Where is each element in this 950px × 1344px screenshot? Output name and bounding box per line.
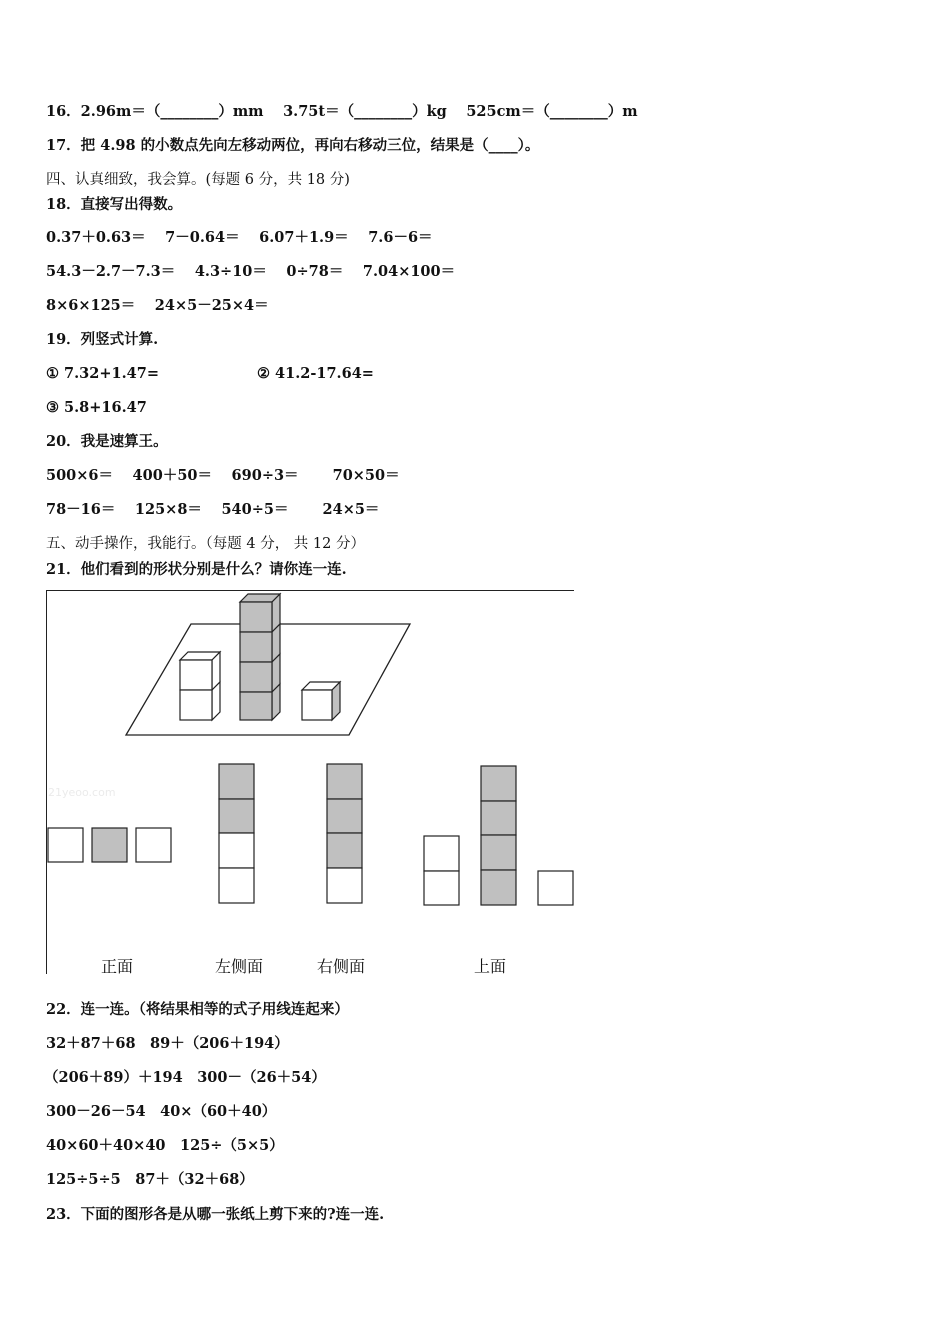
q22-row-5: 125÷5÷5 87＋（32＋68） <box>46 1171 254 1188</box>
right-cube <box>302 682 340 720</box>
label-right-side: 右侧面 <box>317 957 366 976</box>
q19-item-3: ③ 5.8+16.47 <box>46 399 147 416</box>
q18-title: 18．直接写出得数。 <box>46 196 183 213</box>
view-option-group <box>424 766 573 905</box>
q17-line: 17．把 4.98 的小数点先向左移动两位，再向右移动三位，结果是（____）。 <box>46 137 540 154</box>
q20-row-2: 78－16＝ 125×8＝ 540÷5＝ 24×5＝ <box>46 501 380 518</box>
q19-item-2: ② 41.2-17.64= <box>257 365 374 382</box>
q18-row-3: 8×6×125＝ 24×5－25×4＝ <box>46 297 269 314</box>
views-figure <box>46 590 574 974</box>
view-option-column-b <box>327 764 362 903</box>
q19-item-1: ① 7.32+1.47= <box>46 365 159 382</box>
section-5-heading: 五、动手操作，我能行。（每题 4 分， 共 12 分） <box>46 536 365 552</box>
q22-title: 22．连一连。（将结果相等的式子用线连起来） <box>46 1001 349 1018</box>
q18-row-1: 0.37＋0.63＝ 7－0.64＝ 6.07＋1.9＝ 7.6－6＝ <box>46 229 433 246</box>
q20-row-1: 500×6＝ 400＋50＝ 690÷3＝ 70×50＝ <box>46 467 400 484</box>
q22-row-2: （206＋89）＋194 300－（26＋54） <box>44 1069 326 1086</box>
q22-row-1: 32＋87＋68 89＋（206＋194） <box>46 1035 289 1052</box>
label-left-side: 左侧面 <box>215 957 264 976</box>
q16-line: 16．2.96m＝（________）mm 3.75t＝（________）kg 525cm＝（________）m <box>46 103 638 120</box>
view-option-column-a <box>219 764 254 903</box>
svg-text:21yeoo.com: 21yeoo.com <box>48 786 116 799</box>
view-option-row <box>48 828 171 862</box>
q22-row-3: 300－26－54 40×（60＋40） <box>46 1103 277 1120</box>
q21-title: 21．他们看到的形状分别是什么？请你连一连. <box>46 561 347 578</box>
section-4-heading: 四、认真细致，我会算。(每题 6 分，共 18 分) <box>46 172 350 188</box>
left-cube-stack <box>180 652 220 720</box>
q20-title: 20．我是速算王。 <box>46 433 168 450</box>
q22-row-4: 40×60＋40×40 125÷（5×5） <box>46 1137 284 1154</box>
tall-cube-stack <box>240 594 280 720</box>
label-front: 正面 <box>101 957 134 976</box>
q18-row-2: 54.3－2.7－7.3＝ 4.3÷10＝ 0÷78＝ 7.04×100＝ <box>46 263 456 280</box>
q19-title: 19．列竖式计算. <box>46 331 159 348</box>
q23-title: 23．下面的图形各是从哪一张纸上剪下来的?连一连. <box>46 1206 385 1223</box>
label-top: 上面 <box>474 957 507 976</box>
